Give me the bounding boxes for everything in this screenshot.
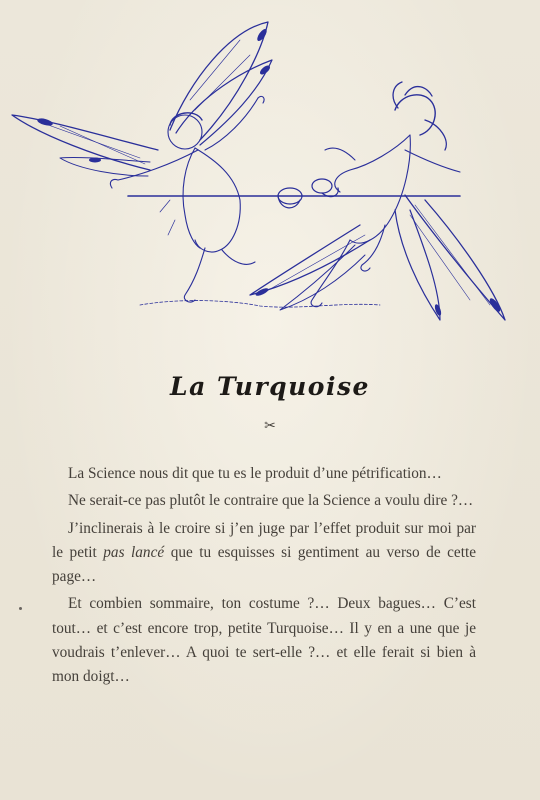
body-text bbox=[52, 462, 476, 693]
page-title: La Turquoise bbox=[170, 372, 370, 401]
right-fairy-wings bbox=[250, 195, 505, 320]
paragraph-4: Et combien sommaire, ton costume ?… Deux bagues… C’est tout… et c’est encore trop, petite Turquoise… Il y en a une que je voudrais t’enlever… A quoi te sert-elle ?… et elle ferait si bien à mon doigt… bbox=[52, 595, 476, 686]
fairies-illustration bbox=[0, 0, 540, 340]
margin-mark bbox=[19, 607, 22, 610]
ring-rope bbox=[128, 179, 460, 208]
paragraph-1: La Science nous dit que tu es le produit d’une pétrification… bbox=[68, 465, 442, 482]
ornament-icon: ✂ bbox=[264, 419, 276, 434]
cloud-shadow bbox=[140, 301, 380, 308]
emphasis-pas-lance: pas lancé bbox=[103, 543, 165, 561]
left-fairy-body bbox=[110, 96, 264, 302]
right-fairy-body bbox=[311, 82, 460, 307]
paragraph-2: Ne serait-ce pas plutôt le contraire que la Science a voulu dire ?… bbox=[68, 492, 474, 510]
paragraph-3: J’inclinerais à le croire si j’en juge par l’effet produit sur moi par le petit pas lancé que tu esquisses si gentiment au verso de cette page… bbox=[52, 519, 476, 586]
left-fairy-wings bbox=[12, 22, 272, 176]
